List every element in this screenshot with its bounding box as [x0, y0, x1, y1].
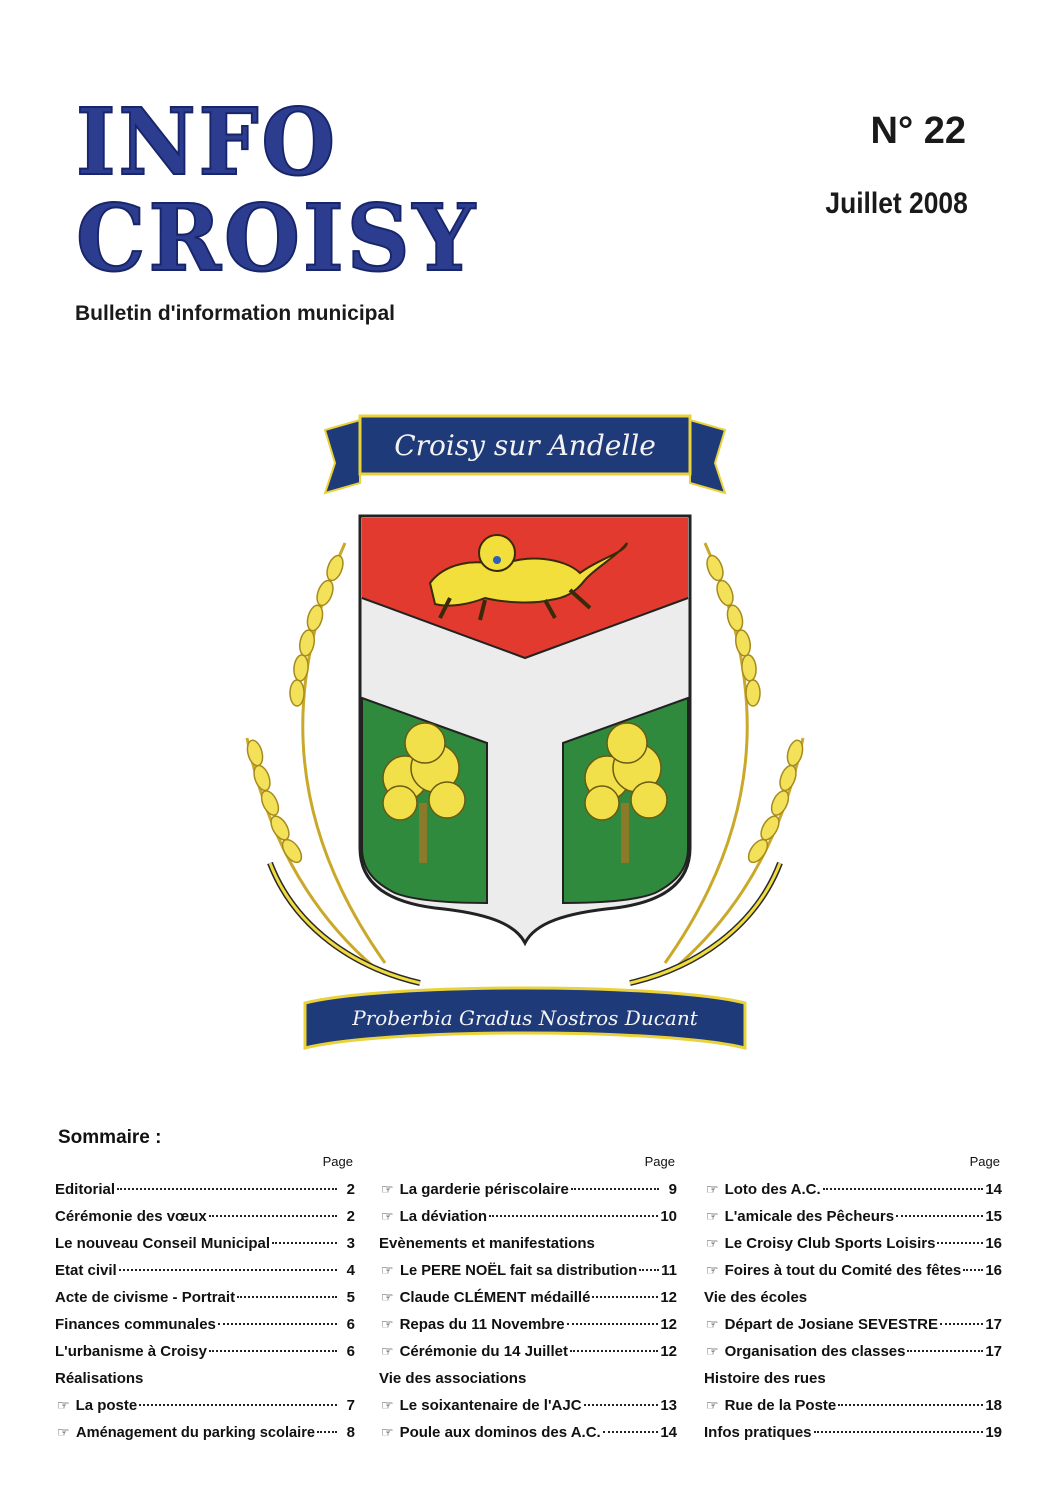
- bottom-banner-text: Proberbia Gradus Nostros Ducant: [352, 1006, 698, 1030]
- dot-leader: [119, 1268, 337, 1271]
- toc-entry: [379, 1284, 677, 1311]
- pointing-hand-icon: ☞: [706, 1397, 719, 1413]
- pointing-hand-icon: ☞: [381, 1181, 394, 1197]
- toc-entry: [704, 1419, 1002, 1446]
- toc-entry: [55, 1311, 355, 1338]
- toc-entry-page: 10: [660, 1208, 677, 1225]
- pointing-hand-icon: ☞: [381, 1208, 394, 1224]
- dot-leader: [139, 1403, 337, 1406]
- pointing-hand-icon: ☞: [706, 1208, 719, 1224]
- toc-entry-title: Le nouveau Conseil Municipal: [55, 1235, 271, 1252]
- toc-column-2: [379, 1154, 677, 1446]
- toc-entry-page: 14: [985, 1181, 1002, 1198]
- toc-entry-title: Acte de civisme - Portrait: [55, 1289, 236, 1306]
- toc-section-heading: Vie des associations: [379, 1370, 527, 1387]
- page-column-header: Page: [322, 1154, 353, 1169]
- pointing-hand-icon: ☞: [381, 1424, 394, 1440]
- dot-leader: [823, 1187, 984, 1190]
- toc-entry: [55, 1284, 355, 1311]
- pointing-hand-icon: ☞: [706, 1235, 719, 1251]
- dot-leader: [567, 1322, 659, 1325]
- toc-entry-title: Organisation des classes: [724, 1343, 906, 1360]
- toc-entry-page: 11: [661, 1262, 677, 1279]
- dot-leader: [489, 1214, 658, 1217]
- toc-entry-title: La garderie périscolaire: [399, 1181, 569, 1198]
- dot-leader: [603, 1430, 659, 1433]
- masthead-title-line1: INFO: [76, 88, 338, 196]
- toc-entry: [704, 1203, 1002, 1230]
- toc-entry-page: 4: [346, 1262, 355, 1279]
- dot-leader: [571, 1187, 659, 1190]
- toc-entry: [379, 1419, 677, 1446]
- toc-entry-title: Le Croisy Club Sports Loisirs: [724, 1235, 936, 1252]
- page-column-header: Page: [644, 1154, 675, 1169]
- toc-entry-title: Finances communales: [55, 1316, 216, 1333]
- dot-leader: [209, 1349, 337, 1352]
- dot-leader: [209, 1214, 337, 1217]
- masthead-title-line2: CROISY: [76, 184, 478, 292]
- toc-entry-title: Rue de la Poste: [724, 1397, 837, 1414]
- toc-entry-title: Claude CLÉMENT médaillé: [399, 1289, 591, 1306]
- page-column-header: Page: [969, 1154, 1000, 1169]
- issue-number: N° 22: [870, 110, 966, 152]
- toc-entry: [55, 1419, 355, 1446]
- dot-leader: [814, 1430, 984, 1433]
- bulletin-subtitle: Bulletin d'information municipal: [75, 302, 395, 325]
- dot-leader: [838, 1403, 983, 1406]
- dot-leader: [639, 1268, 659, 1271]
- toc-entry-page: 9: [668, 1181, 677, 1198]
- toc-entry-page: 3: [346, 1235, 355, 1252]
- dot-leader: [963, 1268, 983, 1271]
- dot-leader: [237, 1295, 337, 1298]
- toc-entry-title: Cérémonie des vœux: [55, 1208, 207, 1225]
- toc-entry-page: 13: [660, 1397, 677, 1414]
- toc-entry-title: Etat civil: [55, 1262, 117, 1279]
- toc-entry-title: Poule aux dominos des A.C.: [399, 1424, 601, 1441]
- toc-entry-page: 2: [346, 1181, 355, 1198]
- toc-entry: [704, 1338, 1002, 1365]
- toc-entry-page: 5: [346, 1289, 355, 1306]
- toc-entry-title: Le soixantenaire de l'AJC: [399, 1397, 582, 1414]
- toc-entry-title: Cérémonie du 14 Juillet: [399, 1343, 568, 1360]
- toc-entry: [55, 1257, 355, 1284]
- toc-entry-page: 18: [985, 1397, 1002, 1414]
- toc-section-heading: Histoire des rues: [704, 1370, 826, 1387]
- toc-entry: [704, 1257, 1002, 1284]
- pointing-hand-icon: ☞: [57, 1424, 70, 1440]
- toc-entry-page: 12: [660, 1289, 677, 1306]
- pointing-hand-icon: ☞: [381, 1316, 394, 1332]
- toc-entry-page: 19: [985, 1424, 1002, 1441]
- top-banner: [325, 416, 725, 493]
- toc-entry-page: 6: [346, 1316, 355, 1333]
- toc-entry-title: Le PERE NOËL fait sa distribution: [399, 1262, 637, 1279]
- pointing-hand-icon: ☞: [706, 1343, 719, 1359]
- toc-entry-title: Aménagement du parking scolaire: [75, 1424, 315, 1441]
- toc-entry: [379, 1176, 677, 1203]
- pointing-hand-icon: ☞: [706, 1262, 719, 1278]
- toc-entry: [704, 1311, 1002, 1338]
- toc-entry: [55, 1203, 355, 1230]
- dot-leader: [907, 1349, 983, 1352]
- dot-leader: [896, 1214, 983, 1217]
- toc-entry-page: 15: [985, 1208, 1002, 1225]
- dot-leader: [272, 1241, 337, 1244]
- toc-entry-title: Editorial: [55, 1181, 116, 1198]
- toc-entry: [55, 1392, 355, 1419]
- dot-leader: [117, 1187, 337, 1190]
- bottom-banner: [305, 988, 745, 1048]
- toc-column-3: [704, 1154, 1002, 1446]
- toc-entry: [704, 1230, 1002, 1257]
- toc-entry: [704, 1392, 1002, 1419]
- toc-entry-title: Infos pratiques: [704, 1424, 812, 1441]
- dot-leader: [570, 1349, 658, 1352]
- pointing-hand-icon: ☞: [706, 1316, 719, 1332]
- toc-entry: [55, 1230, 355, 1257]
- toc-entry-title: Repas du 11 Novembre: [399, 1316, 565, 1333]
- toc-entry-title: L'amicale des Pêcheurs: [724, 1208, 895, 1225]
- issue-date: Juillet 2008: [825, 187, 968, 220]
- dot-leader: [218, 1322, 337, 1325]
- toc-entry: [704, 1176, 1002, 1203]
- toc-entry: [379, 1203, 677, 1230]
- toc-entry-title: Départ de Josiane SEVESTRE: [724, 1316, 938, 1333]
- toc-section-heading: Vie des écoles: [704, 1289, 808, 1306]
- toc-entry-page: 16: [985, 1262, 1002, 1279]
- dot-leader: [592, 1295, 658, 1298]
- dot-leader: [940, 1322, 983, 1325]
- toc-entry: [379, 1257, 677, 1284]
- toc-entry-page: 17: [985, 1343, 1002, 1360]
- pointing-hand-icon: ☞: [706, 1181, 719, 1197]
- dot-leader: [937, 1241, 983, 1244]
- toc-entry-page: 2: [346, 1208, 355, 1225]
- toc-entry-title: La poste: [75, 1397, 138, 1414]
- toc-entry-title: L'urbanisme à Croisy: [55, 1343, 207, 1360]
- toc-entry: [379, 1392, 677, 1419]
- toc-entry-page: 12: [660, 1343, 677, 1360]
- dot-leader: [584, 1403, 659, 1406]
- toc-title: Sommaire :: [58, 1127, 162, 1148]
- top-banner-text: Croisy sur Andelle: [394, 429, 656, 462]
- toc-entry-title: Foires à tout du Comité des fêtes: [724, 1262, 962, 1279]
- dot-leader: [317, 1430, 337, 1433]
- toc-entry-page: 7: [346, 1397, 355, 1414]
- toc-section-heading: Réalisations: [55, 1370, 144, 1387]
- toc-entry-page: 14: [660, 1424, 677, 1441]
- pointing-hand-icon: ☞: [381, 1289, 394, 1305]
- coat-of-arms: [235, 408, 815, 1068]
- masthead-logo: [62, 88, 522, 312]
- toc-entry: [55, 1338, 355, 1365]
- toc-entry-title: Loto des A.C.: [724, 1181, 821, 1198]
- toc-entry-page: 16: [985, 1235, 1002, 1252]
- pointing-hand-icon: ☞: [381, 1397, 394, 1413]
- toc-section-heading: Evènements et manifestations: [379, 1235, 595, 1252]
- toc-entry: [379, 1338, 677, 1365]
- toc-column-1: [55, 1154, 355, 1446]
- toc-entry-page: 6: [346, 1343, 355, 1360]
- pointing-hand-icon: ☞: [57, 1397, 70, 1413]
- toc-entry-title: La déviation: [399, 1208, 488, 1225]
- toc-entry: [379, 1311, 677, 1338]
- pointing-hand-icon: ☞: [381, 1262, 394, 1278]
- toc-entry: [55, 1176, 355, 1203]
- pointing-hand-icon: ☞: [381, 1343, 394, 1359]
- toc-entry-page: 8: [346, 1424, 355, 1441]
- toc-entry-page: 17: [985, 1316, 1002, 1333]
- toc-entry-page: 12: [660, 1316, 677, 1333]
